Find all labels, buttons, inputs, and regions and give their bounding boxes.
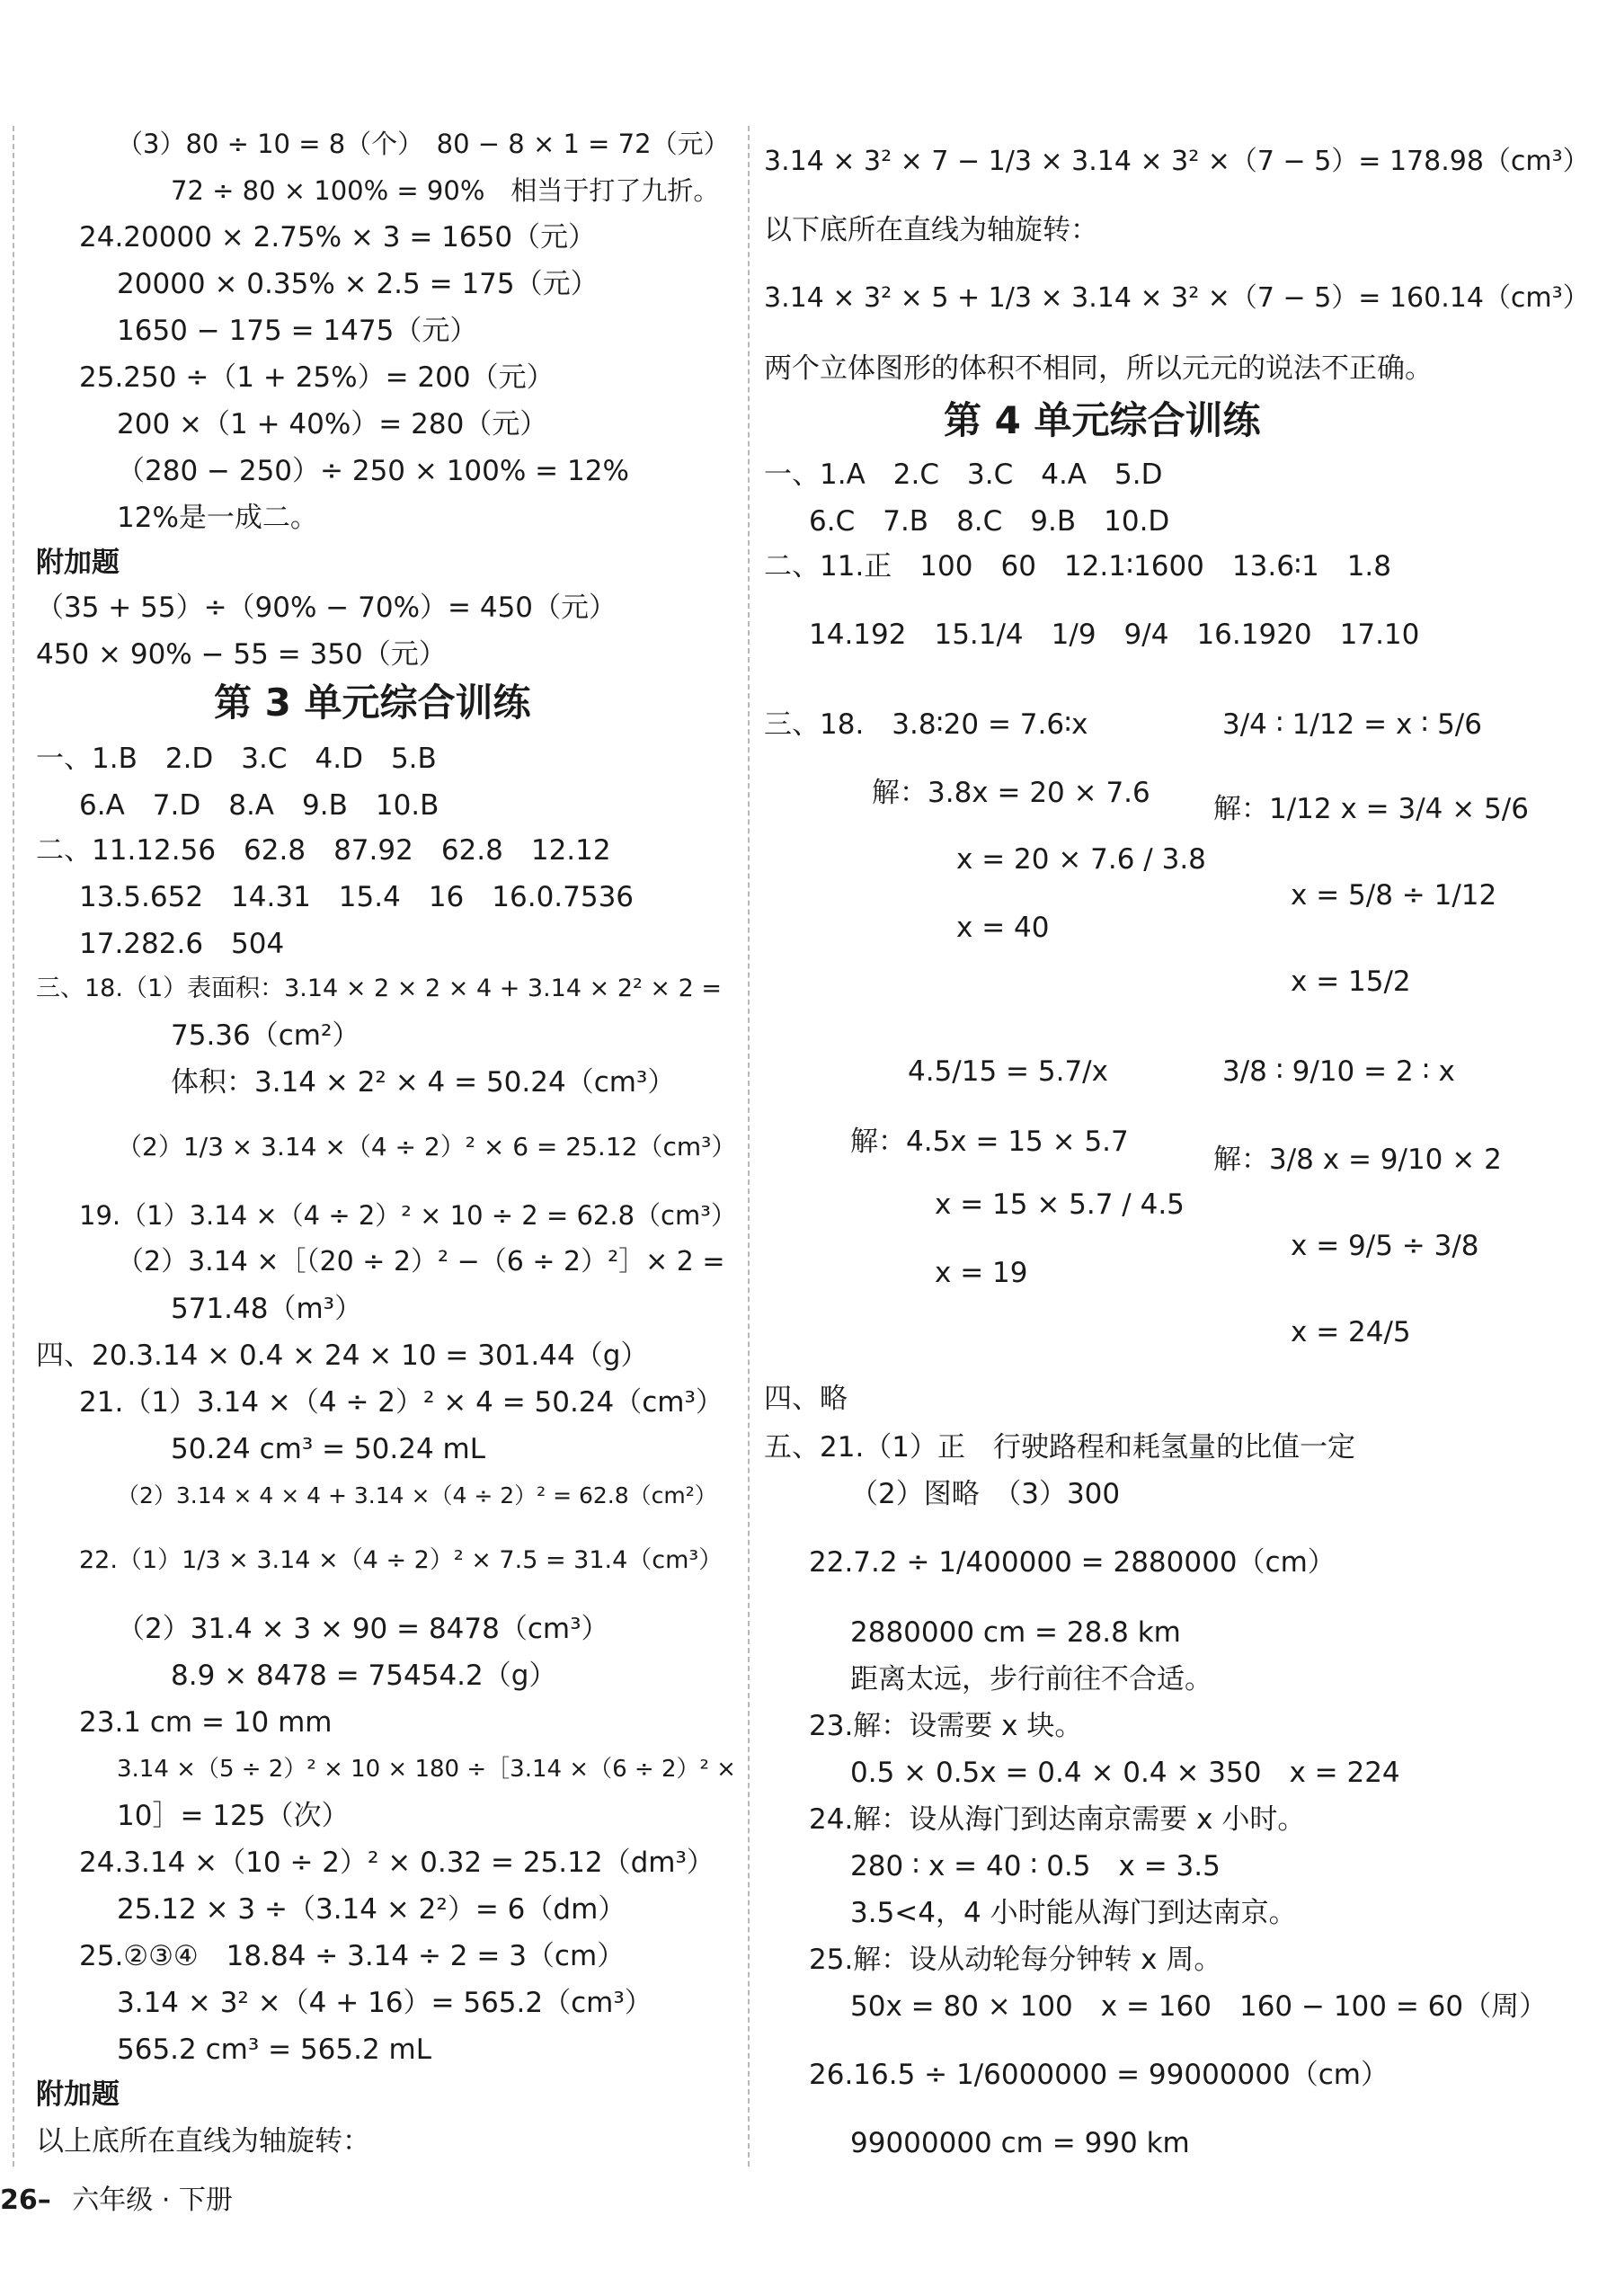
answer-line: 17.282.6 504 [79,928,285,960]
answer-line: x = 20 × 7.6 / 3.8 [956,843,1206,876]
answer-line: 解：4.5x = 15 × 5.7 [850,1126,1129,1158]
answer-line: 14.192 15.1/4 1/9 9/4 16.1920 17.10 [809,618,1420,651]
answer-line: x = 19 [935,1257,1028,1289]
answer-line: x = 40 [956,912,1050,944]
answer-line: 20000 × 0.35% × 2.5 = 175（元） [117,268,599,300]
answer-line: （2）31.4 × 3 × 90 = 8478（cm³） [117,1613,609,1645]
answer-line: x = 15 × 5.7 / 4.5 [935,1188,1185,1221]
answer-line: 解：1/12 x = 3/4 × 5/6 [1213,793,1529,825]
answer-line: 25.②③④ 18.84 ÷ 3.14 ÷ 2 = 3（cm） [79,1940,626,1972]
column-divider [748,126,750,2167]
left-margin-rule [13,126,14,2167]
section-label: 附加题 [36,2078,120,2111]
answer-line: x = 24/5 [1291,1316,1411,1348]
answer-line: （35 + 55）÷（90% − 70%）= 450（元） [36,592,617,624]
answer-line: 72 ÷ 80 × 100% = 90% 相当于打了九折。 [171,175,720,206]
answer-line: 50.24 cm³ = 50.24 mL [171,1433,486,1465]
answer-line: 1650 − 175 = 1475（元） [117,315,478,347]
answer-line: 24.解：设从海门到达南京需要 x 小时。 [809,1803,1306,1836]
answer-line: 3/8 ∶ 9/10 = 2 ∶ x [1222,1055,1455,1088]
answer-line: 6.A 7.D 8.A 9.B 10.B [79,789,439,822]
answer-line: 6.C 7.B 8.C 9.B 10.D [809,505,1170,538]
section-label: 附加题 [36,547,120,579]
answer-line: 三、18. 3.8∶20 = 7.6∶x [764,708,1088,741]
answer-line: 99000000 cm = 990 km [850,2127,1190,2159]
grade-label: 六年级 · 下册 [72,2185,233,2216]
answer-line: 3.14 × 3² ×（4 + 16）= 565.2（cm³） [117,1987,653,2019]
answer-line: 五、21.（1）正 行驶路程和耗氢量的比值一定 [764,1431,1356,1464]
answer-line: 19.（1）3.14 ×（4 ÷ 2）² × 10 ÷ 2 = 62.8（cm³） [79,1200,737,1231]
answer-line: 3/4 ∶ 1/12 = x ∶ 5/6 [1222,708,1482,741]
answer-line: 200 ×（1 + 40%）= 280（元） [117,408,548,441]
answer-line: 26.16.5 ÷ 1/6000000 = 99000000（cm） [809,2059,1389,2091]
answer-line: 22.（1）1/3 × 3.14 ×（4 ÷ 2）² × 7.5 = 31.4（cm³） [79,1546,724,1574]
answer-line: x = 5/8 ÷ 1/12 [1291,879,1497,912]
answer-line: 四、略 [764,1383,848,1415]
answer-line: 3.14 × 3² × 7 − 1/3 × 3.14 × 3² ×（7 − 5）= 178.98（cm³） [764,146,1590,177]
answer-line: 以上底所在直线为轴旋转： [36,2125,370,2158]
page-number: 26– [0,2185,51,2216]
answer-line: 12%是一成二。 [117,502,318,534]
page-footer [0,2183,233,2219]
answer-line: 21.（1）3.14 ×（4 ÷ 2）² × 4 = 50.24（cm³） [79,1386,724,1419]
answer-line: 解：3.8x = 20 × 7.6 [872,777,1150,809]
answer-line: （3）80 ÷ 10 = 8（个） 80 − 8 × 1 = 72（元） [117,129,730,159]
answer-line: 两个立体图形的体积不相同，所以元元的说法不正确。 [764,352,1433,385]
answer-line: 2880000 cm = 28.8 km [850,1616,1181,1649]
answer-line: 571.48（m³） [171,1293,363,1325]
answer-line: 一、1.B 2.D 3.C 4.D 5.B [36,743,437,775]
answer-line: 10］= 125（次） [117,1800,350,1832]
answer-line: 0.5 × 0.5x = 0.4 × 0.4 × 350 x = 224 [850,1757,1400,1789]
answer-line: 距离太远，步行前往不合适。 [850,1663,1212,1695]
answer-line: 22.7.2 ÷ 1/400000 = 2880000（cm） [809,1546,1336,1579]
answer-line: 4.5/15 = 5.7/x [908,1055,1108,1088]
unit-heading: 第 4 单元综合训练 [944,398,1261,442]
answer-line: 解：3/8 x = 9/10 × 2 [1213,1144,1502,1176]
answer-line: 23.1 cm = 10 mm [79,1706,333,1739]
answer-line: 75.36（cm²） [171,1019,360,1052]
answer-line: 三、18.（1）表面积：3.14 × 2 × 2 × 4 + 3.14 × 2² × 2 = [36,974,723,1002]
answer-line: （2）1/3 × 3.14 ×（4 ÷ 2）² × 6 = 25.12（cm³） [117,1132,737,1161]
answer-line: 25.250 ÷（1 + 25%）= 200（元） [79,361,555,394]
answer-line: 24.20000 × 2.75% × 3 = 1650（元） [79,221,597,254]
answer-line: 一、1.A 2.C 3.C 4.A 5.D [764,458,1163,491]
answer-line: （2）3.14 × 4 × 4 + 3.14 ×（4 ÷ 2）² = 62.8（cm²） [117,1482,717,1508]
unit-heading: 第 3 单元综合训练 [214,681,531,725]
answer-line: 13.5.652 14.31 15.4 16 16.0.7536 [79,881,635,913]
answer-line: 23.解：设需要 x 块。 [809,1710,1083,1742]
answer-line: 四、20.3.14 × 0.4 × 24 × 10 = 301.44（g） [36,1339,649,1372]
answer-line: 二、11.正 100 60 12.1∶1600 13.6∶1 1.8 [764,550,1392,583]
answer-line: 24.3.14 ×（10 ÷ 2）² × 0.32 = 25.12（dm³） [79,1847,715,1879]
answer-line: 3.14 ×（5 ÷ 2）² × 10 × 180 ÷［3.14 ×（6 ÷ 2）² × [117,1756,736,1783]
answer-line: （280 − 250）÷ 250 × 100% = 12% [117,455,629,487]
answer-line: 450 × 90% − 55 = 350（元） [36,638,447,671]
answer-line: 25.12 × 3 ÷（3.14 × 2²）= 6（dm） [117,1893,626,1926]
answer-line: （2）图略 （3）300 [850,1478,1121,1510]
answer-line: 以下底所在直线为轴旋转： [764,214,1098,246]
answer-line: 50x = 80 × 100 x = 160 160 − 100 = 60（周） [850,1990,1548,2023]
answer-line: 3.5<4，4 小时能从海门到达南京。 [850,1897,1297,1929]
answer-line: x = 9/5 ÷ 3/8 [1291,1230,1479,1262]
answer-line: （2）3.14 ×［（20 ÷ 2）² −（6 ÷ 2）²］× 2 = [117,1246,725,1277]
answer-line: 25.解：设从动轮每分钟转 x 周。 [809,1944,1222,1976]
answer-line: 二、11.12.56 62.8 87.92 62.8 12.12 [36,834,611,867]
answer-line: 565.2 cm³ = 565.2 mL [117,2033,432,2066]
answer-line: 体积：3.14 × 2² × 4 = 50.24（cm³） [171,1066,676,1099]
answer-line: x = 15/2 [1291,966,1411,998]
answer-line: 8.9 × 8478 = 75454.2（g） [171,1660,557,1692]
answer-line: 3.14 × 3² × 5 + 1/3 × 3.14 × 3² ×（7 − 5）= 160.14（cm³） [764,282,1590,314]
answer-line: 280 ∶ x = 40 ∶ 0.5 x = 3.5 [850,1850,1221,1882]
